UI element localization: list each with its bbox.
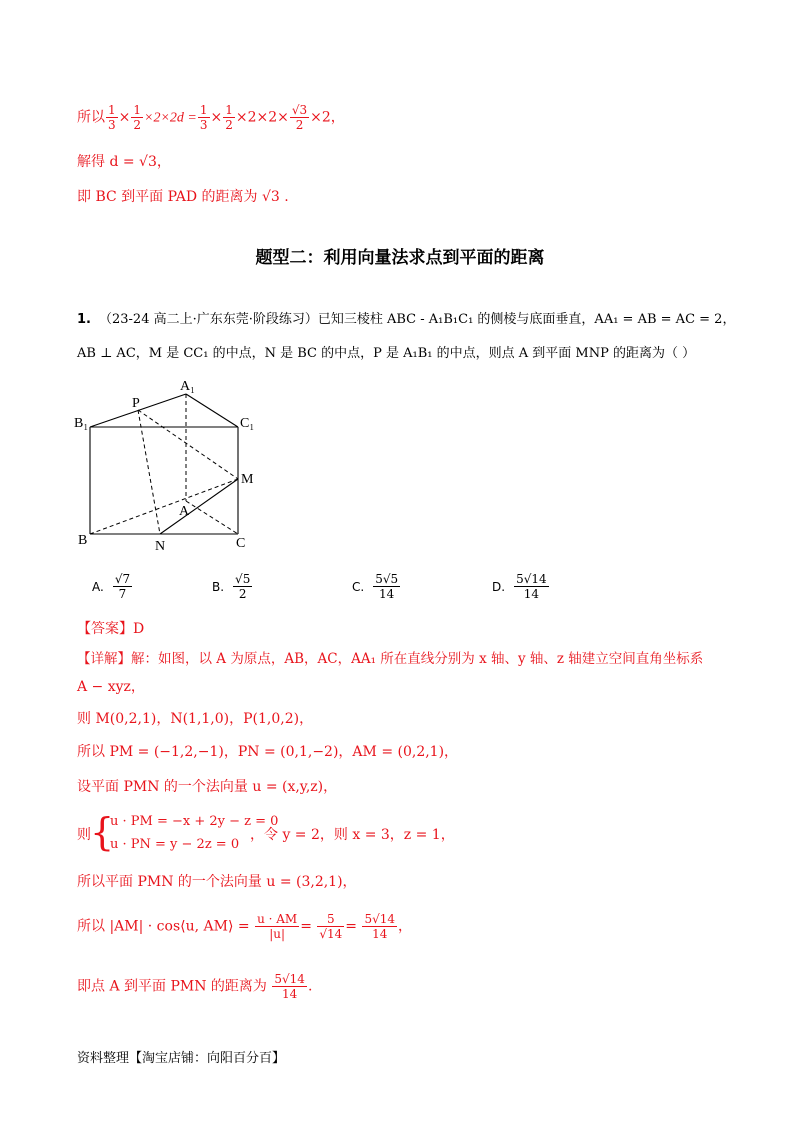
fraction	[514, 572, 549, 601]
numerator: 1	[133, 103, 142, 117]
system-brace: {	[90, 810, 115, 854]
choice-label: C.	[352, 579, 365, 594]
denominator: 14	[372, 927, 388, 941]
fraction	[272, 972, 307, 1001]
denominator: 7	[118, 587, 127, 601]
numerator: 5√14	[516, 572, 547, 586]
fraction	[198, 103, 210, 132]
numerator: √7	[114, 572, 131, 586]
prism-figure	[72, 377, 272, 552]
numerator: 5√14	[364, 912, 396, 926]
denominator: 14	[282, 987, 298, 1001]
edge	[186, 394, 238, 427]
fraction	[373, 572, 400, 601]
choice-label: D.	[492, 579, 506, 594]
choice-B	[212, 572, 253, 601]
system-eq-1: u · PM = −x + 2y − z = 0	[110, 814, 279, 829]
edge	[138, 410, 238, 479]
numerator: 1	[108, 103, 116, 117]
numerator: √3	[291, 103, 308, 117]
text: 所以 |AM| · cos⟨u, AM⟩ =	[77, 918, 250, 935]
answer: 【答案】D	[77, 621, 145, 637]
edge	[186, 501, 238, 534]
fraction	[317, 912, 344, 941]
label-N: N	[155, 539, 166, 552]
label-C1: C₁	[240, 416, 255, 431]
solution-line-3: 则 M(0,2,1)，N(1,1,0)，P(1,0,2)，	[77, 711, 314, 727]
solution-line-6-suffix: ，令 y = 2，则 x = 3，z = 1，	[250, 827, 455, 843]
denominator: 14	[523, 587, 539, 601]
label-C: C	[236, 536, 246, 551]
footer: 资料整理【淘宝店铺：向阳百分百】	[77, 1051, 286, 1066]
solution-line-8: 所以 |AM| · cos⟨u, AM⟩ = $\frac{u \cdot AM}{|u|}$ = $\frac{5}{√14}$ = $\frac{5√14}{14}$ ，	[77, 912, 413, 941]
text: 即点 A 到平面 PMN 的距离为	[77, 978, 267, 995]
dashed-edges	[90, 394, 238, 534]
text: ×2×2×	[235, 109, 289, 126]
choice-label: A.	[92, 579, 104, 594]
text: （23-24 高二上·广东东莞·阶段练习）已知三棱柱 ABC - A₁B₁C₁ 的侧棱与底面垂直，AA₁ = AB = AC = 2，	[98, 312, 736, 327]
denominator: 2	[133, 118, 142, 132]
choice-D	[492, 572, 550, 601]
choice-A	[92, 572, 133, 601]
fraction	[362, 912, 397, 941]
numerator: √5	[235, 572, 251, 586]
system-eq-2: u · PN = y − 2z = 0	[110, 837, 240, 852]
edge	[160, 479, 238, 534]
text: 所以	[77, 109, 105, 126]
denominator: 2	[238, 587, 247, 601]
numerator: 5√5	[375, 572, 399, 586]
denominator: 2	[295, 118, 304, 132]
text: ×2，	[310, 109, 345, 126]
solution-line-4: 所以 PM = (−1,2,−1)，PN = (0,1,−2)，AM = (0,2,1)，	[77, 744, 459, 760]
numerator: 1	[199, 103, 208, 117]
fraction	[255, 912, 299, 941]
solution-line-9	[77, 972, 312, 1001]
choice-C	[352, 572, 401, 601]
numerator: 5	[317, 912, 344, 927]
fraction	[290, 103, 309, 132]
label-B: B	[78, 533, 88, 548]
top-line-1: 所以 $\frac{1}{3}$ × $\frac{1}{2}$ ×2×2d = $\frac{1}{3}$ × $\frac{1}{2}$ ×2×2× $\frac{√3}{2}$ ×2，	[77, 103, 345, 132]
solution-line-6-prefix: 则	[77, 827, 91, 843]
edge	[90, 479, 238, 534]
fraction	[106, 103, 118, 132]
label-P: P	[132, 396, 140, 411]
section-title: 题型二：利用向量法求点到平面的距离	[255, 248, 545, 268]
text: .	[307, 978, 313, 995]
problem-number: 1.	[77, 312, 91, 327]
label-B1: B₁	[74, 416, 89, 431]
numerator: 1	[225, 103, 233, 117]
fraction	[131, 103, 143, 132]
denominator: 3	[108, 118, 116, 132]
text: ，	[398, 918, 413, 935]
problem-line-1	[77, 310, 735, 330]
denominator: 14	[379, 587, 395, 601]
label-A1: A₁	[180, 379, 195, 394]
choice-label: B.	[212, 579, 225, 594]
denominator: 3	[199, 118, 208, 132]
numerator: u · AM	[257, 912, 298, 926]
solution-line-2: A − xyz，	[77, 679, 145, 695]
numerator: 5√14	[274, 972, 305, 986]
fraction	[223, 103, 235, 132]
problem-line-2: AB ⊥ AC，M 是 CC₁ 的中点，N 是 BC 的中点，P 是 A₁B₁ 的中点，则点 A 到平面 MNP 的距离为（ ）	[77, 346, 696, 361]
solution-line-7: 所以平面 PMN 的一个法向量 u = (3,2,1)，	[77, 874, 357, 890]
fraction	[113, 572, 132, 601]
fraction	[233, 572, 252, 601]
denominator: √14	[319, 927, 343, 941]
denominator: 2	[225, 118, 233, 132]
solution-line-1: 【详解】解：如图，以 A 为原点，AB，AC，AA₁ 所在直线分别为 x 轴、y 轴、z 轴建立空间直角坐标系	[77, 651, 704, 667]
label-A: A	[179, 504, 190, 519]
solution-line-5: 设平面 PMN 的一个法向量 u = (x,y,z)，	[77, 779, 338, 795]
top-line-2: 解得 d = √3，	[77, 154, 171, 170]
top-line-3: 即 BC 到平面 PAD 的距离为 √3 .	[77, 189, 289, 205]
denominator: |u|	[269, 927, 286, 941]
label-M: M	[241, 472, 254, 487]
edge	[138, 410, 160, 534]
text: ×2×2d =	[144, 110, 197, 126]
